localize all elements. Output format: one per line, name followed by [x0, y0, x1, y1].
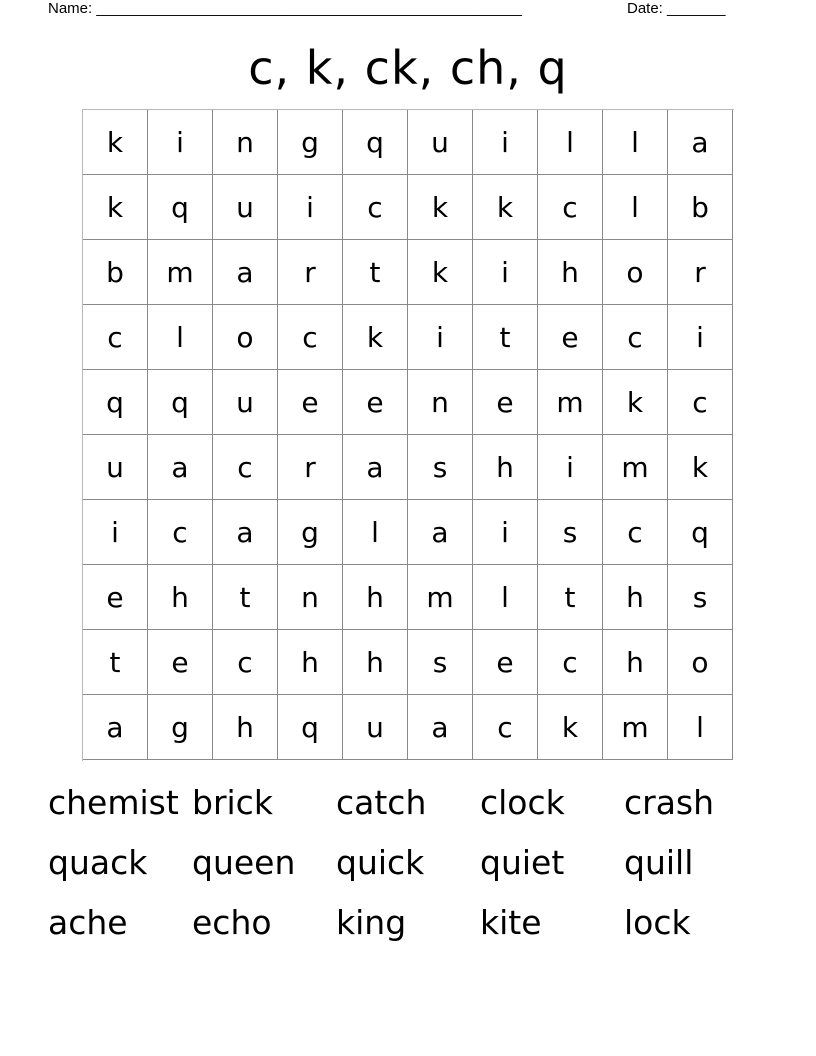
- grid-cell[interactable]: h: [473, 435, 538, 500]
- grid-cell[interactable]: c: [148, 500, 213, 565]
- grid-cell[interactable]: i: [83, 500, 148, 565]
- word-list-item: kite: [480, 903, 542, 942]
- grid-cell[interactable]: c: [278, 305, 343, 370]
- grid-cell[interactable]: c: [603, 500, 668, 565]
- worksheet-header: [48, 0, 748, 20]
- grid-cell[interactable]: k: [668, 435, 733, 500]
- grid-cell[interactable]: u: [213, 370, 278, 435]
- grid-cell[interactable]: s: [408, 630, 473, 695]
- grid-cell[interactable]: l: [668, 695, 733, 760]
- word-list-item: ache: [48, 903, 128, 942]
- grid-cell[interactable]: n: [278, 565, 343, 630]
- grid-cell[interactable]: i: [278, 175, 343, 240]
- page-title: c, k, ck, ch, q: [248, 41, 568, 95]
- grid-cell[interactable]: s: [668, 565, 733, 630]
- grid-cell[interactable]: m: [603, 435, 668, 500]
- grid-cell[interactable]: m: [538, 370, 603, 435]
- grid-cell[interactable]: s: [538, 500, 603, 565]
- word-list-item: lock: [624, 903, 691, 942]
- grid-cell[interactable]: c: [213, 630, 278, 695]
- grid-cell[interactable]: i: [473, 240, 538, 305]
- grid-cell[interactable]: g: [278, 110, 343, 175]
- word-list-item: brick: [192, 783, 273, 822]
- grid-cell[interactable]: k: [83, 175, 148, 240]
- grid-cell[interactable]: q: [148, 370, 213, 435]
- grid-cell[interactable]: a: [408, 695, 473, 760]
- grid-cell[interactable]: h: [278, 630, 343, 695]
- grid-cell[interactable]: t: [213, 565, 278, 630]
- grid-cell[interactable]: l: [603, 175, 668, 240]
- grid-cell[interactable]: k: [473, 175, 538, 240]
- word-list-item: clock: [480, 783, 565, 822]
- grid-cell[interactable]: q: [278, 695, 343, 760]
- grid-cell[interactable]: u: [83, 435, 148, 500]
- grid-cell[interactable]: q: [343, 110, 408, 175]
- grid-cell[interactable]: i: [538, 435, 603, 500]
- grid-cell[interactable]: q: [148, 175, 213, 240]
- word-list-item: queen: [192, 843, 296, 882]
- grid-cell[interactable]: c: [538, 175, 603, 240]
- word-list-item: king: [336, 903, 407, 942]
- word-list-item: echo: [192, 903, 272, 942]
- word-list: [48, 780, 768, 960]
- grid-cell[interactable]: e: [538, 305, 603, 370]
- grid-cell[interactable]: h: [213, 695, 278, 760]
- grid-cell[interactable]: e: [83, 565, 148, 630]
- grid-cell[interactable]: g: [148, 695, 213, 760]
- grid-cell[interactable]: c: [538, 630, 603, 695]
- word-list-item: quill: [624, 843, 694, 882]
- grid-cell[interactable]: a: [408, 500, 473, 565]
- grid-cell[interactable]: k: [538, 695, 603, 760]
- grid-cell[interactable]: n: [408, 370, 473, 435]
- grid-cell[interactable]: q: [83, 370, 148, 435]
- grid-cell[interactable]: e: [473, 370, 538, 435]
- grid-cell[interactable]: l: [473, 565, 538, 630]
- grid-cell[interactable]: k: [83, 110, 148, 175]
- grid-cell[interactable]: i: [473, 110, 538, 175]
- grid-cell[interactable]: i: [473, 500, 538, 565]
- grid-cell[interactable]: u: [408, 110, 473, 175]
- grid-cell[interactable]: o: [668, 630, 733, 695]
- grid-cell[interactable]: m: [148, 240, 213, 305]
- grid-cell[interactable]: i: [148, 110, 213, 175]
- grid-cell[interactable]: a: [83, 695, 148, 760]
- grid-cell[interactable]: l: [603, 110, 668, 175]
- grid-cell[interactable]: e: [278, 370, 343, 435]
- grid-cell[interactable]: h: [603, 565, 668, 630]
- grid-cell[interactable]: i: [668, 305, 733, 370]
- grid-cell[interactable]: a: [213, 240, 278, 305]
- grid-cell[interactable]: s: [408, 435, 473, 500]
- grid-cell[interactable]: o: [603, 240, 668, 305]
- grid-cell[interactable]: m: [408, 565, 473, 630]
- grid-cell[interactable]: t: [538, 565, 603, 630]
- grid-cell[interactable]: h: [343, 565, 408, 630]
- grid-cell[interactable]: i: [408, 305, 473, 370]
- grid-cell[interactable]: a: [213, 500, 278, 565]
- grid-cell[interactable]: r: [278, 240, 343, 305]
- word-search-grid: [82, 109, 734, 761]
- grid-cell[interactable]: h: [538, 240, 603, 305]
- grid-cell[interactable]: e: [148, 630, 213, 695]
- grid-cell[interactable]: h: [343, 630, 408, 695]
- grid-cell[interactable]: m: [603, 695, 668, 760]
- word-list-item: catch: [336, 783, 427, 822]
- grid-cell[interactable]: c: [603, 305, 668, 370]
- grid-cell[interactable]: a: [343, 435, 408, 500]
- grid-cell[interactable]: c: [213, 435, 278, 500]
- grid-cell[interactable]: b: [668, 175, 733, 240]
- grid-cell[interactable]: k: [408, 240, 473, 305]
- grid-cell[interactable]: r: [278, 435, 343, 500]
- grid-cell[interactable]: k: [408, 175, 473, 240]
- grid-cell[interactable]: u: [343, 695, 408, 760]
- grid-cell[interactable]: k: [603, 370, 668, 435]
- grid-cell[interactable]: k: [343, 305, 408, 370]
- grid-cell[interactable]: h: [148, 565, 213, 630]
- grid-cell[interactable]: a: [148, 435, 213, 500]
- name-field: Name: ___________________________________________________: [48, 0, 522, 17]
- grid-cell[interactable]: t: [343, 240, 408, 305]
- grid-cell[interactable]: a: [668, 110, 733, 175]
- grid-cell[interactable]: g: [278, 500, 343, 565]
- grid-cell[interactable]: t: [83, 630, 148, 695]
- grid-cell[interactable]: l: [343, 500, 408, 565]
- grid-cell[interactable]: c: [668, 370, 733, 435]
- word-list-item: quick: [336, 843, 425, 882]
- word-list-item: quack: [48, 843, 148, 882]
- grid-cell[interactable]: b: [83, 240, 148, 305]
- grid-cell[interactable]: c: [473, 695, 538, 760]
- grid-cell[interactable]: h: [603, 630, 668, 695]
- grid-cell[interactable]: e: [343, 370, 408, 435]
- grid-cell[interactable]: c: [83, 305, 148, 370]
- grid-cell[interactable]: t: [473, 305, 538, 370]
- word-list-item: crash: [624, 783, 715, 822]
- grid-cell[interactable]: l: [148, 305, 213, 370]
- grid-cell[interactable]: q: [668, 500, 733, 565]
- word-list-item: quiet: [480, 843, 565, 882]
- grid-cell[interactable]: u: [213, 175, 278, 240]
- grid-cell[interactable]: r: [668, 240, 733, 305]
- grid-cell[interactable]: l: [538, 110, 603, 175]
- word-list-item: chemist: [48, 783, 179, 822]
- grid-cell[interactable]: n: [213, 110, 278, 175]
- grid-cell[interactable]: e: [473, 630, 538, 695]
- date-field: Date: _______: [627, 0, 726, 17]
- grid-cell[interactable]: o: [213, 305, 278, 370]
- grid-cell[interactable]: c: [343, 175, 408, 240]
